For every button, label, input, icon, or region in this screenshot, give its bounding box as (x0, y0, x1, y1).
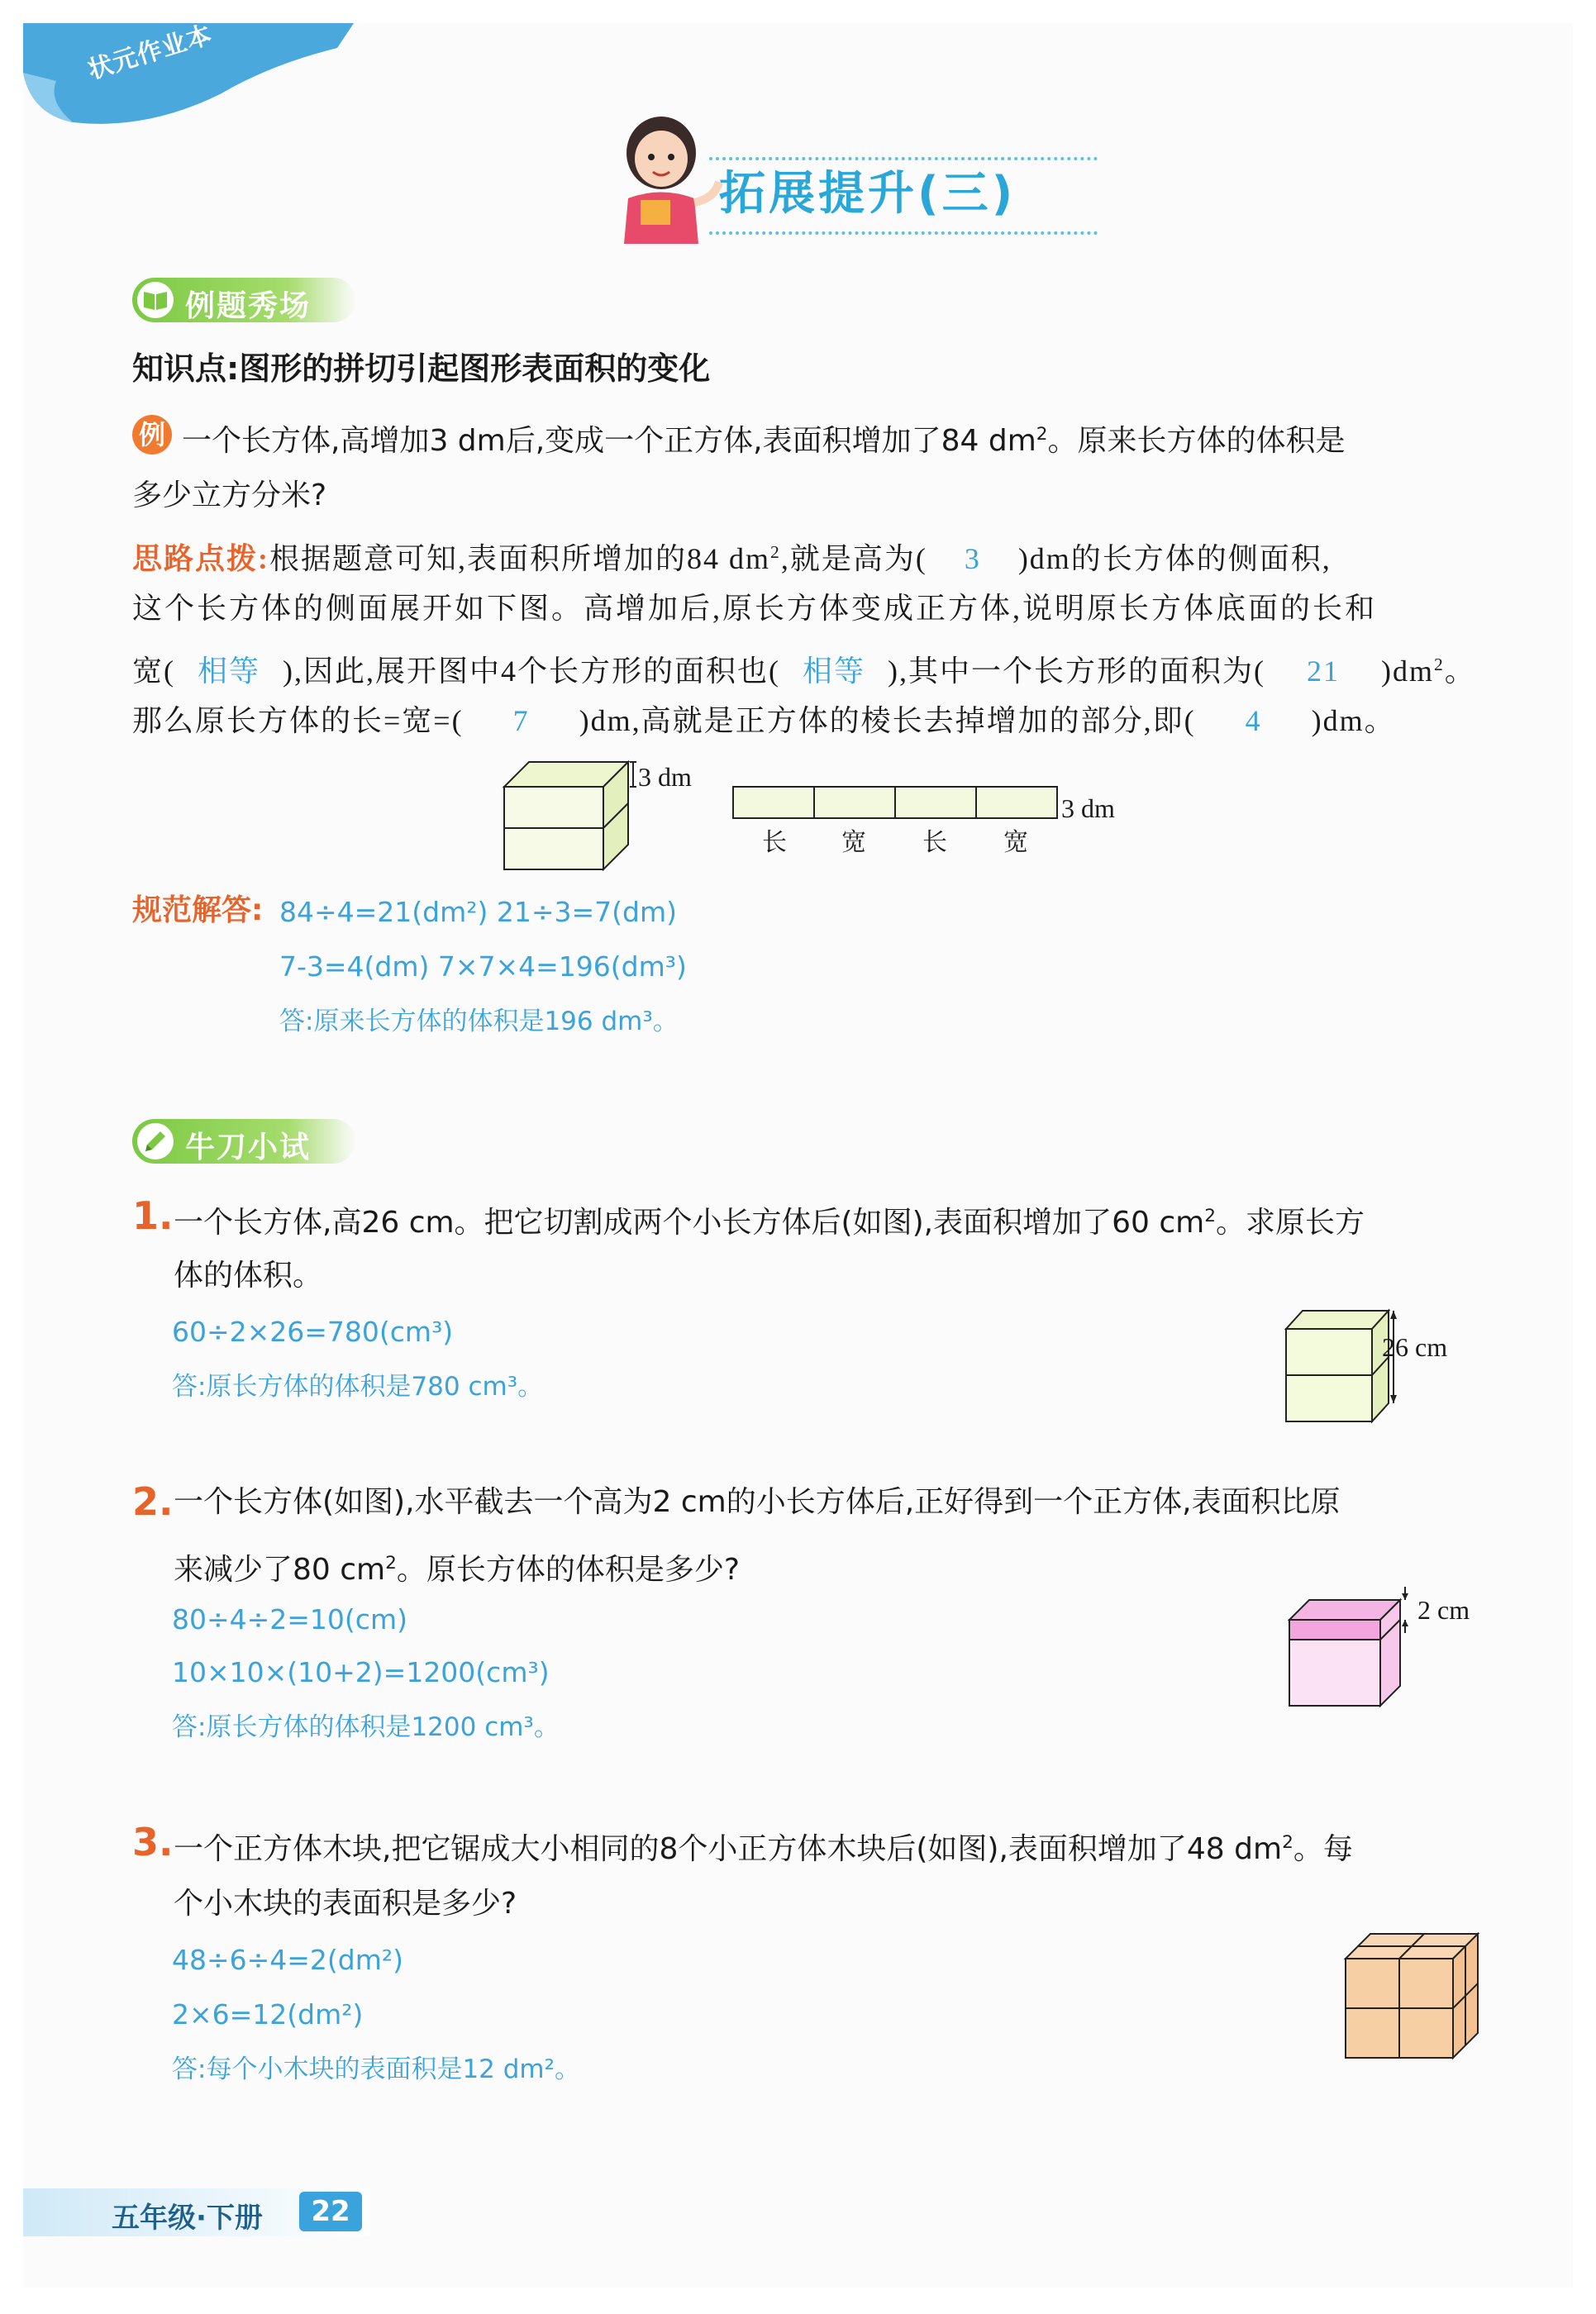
example-badge: 例 (132, 415, 172, 455)
hint-line2: 这个长方体的侧面展开如下图。高增加后,原长方体变成正方体,说明原长方体底面的长和 (132, 592, 1378, 625)
strip-label-2: 宽 (841, 829, 866, 856)
problem-1-figure-label: 26 cm (1382, 1332, 1448, 1362)
problem-1-figure (1281, 1296, 1397, 1428)
strip-label-1: 长 (762, 829, 787, 856)
problem-1-line2: 体的体积。 (174, 1259, 323, 1293)
problem-3-work-1: 48÷6÷4=2(dm²) (172, 1944, 404, 1976)
title-line-bottom (709, 231, 1098, 235)
problem-1-number: 1. (132, 1193, 174, 1238)
solution-line1: 84÷4=21(dm²) 21÷3=7(dm) (279, 896, 677, 928)
solution-label: 规范解答: (132, 893, 264, 927)
practice-banner-label: 牛刀小试 (185, 1131, 312, 1164)
problem-2-line1: 一个长方体(如图),水平截去一个高为2 cm的小长方体后,正好得到一个正方体,表面积比原 (174, 1485, 1341, 1519)
hint-line3: 宽( 相等 ),因此,展开图中4个长方形的面积也( 相等 ),其中一个长方形的面积为( 21 )$dm^2$。 (132, 655, 1476, 688)
example-strip-label: 3 dm (1061, 793, 1115, 823)
problem-2-figure (1281, 1587, 1413, 1727)
problem-3-answer: 答:每个小木块的表面积是12 dm²。 (172, 2055, 581, 2084)
footer-grade: 五年级·下册 (112, 2202, 263, 2235)
practice-banner (132, 1119, 355, 1164)
problem-3-figure (1339, 1926, 1484, 2066)
teacher-mascot-icon (603, 107, 727, 248)
example-banner-label: 例题秀场 (185, 289, 312, 323)
example-problem-line2: 多少立方分米? (132, 479, 327, 512)
solution-answer: 答:原来长方体的体积是196 dm³。 (279, 1007, 679, 1036)
problem-1-answer: 答:原长方体的体积是780 cm³。 (172, 1372, 544, 1402)
problem-3-line1: 一个正方体木块,把它锯成大小相同的8个小正方体木块后(如图),表面积增加了48 $dm^2$。每 (174, 1832, 1353, 1866)
hint-line4: 那么原长方体的长=宽=( 7 )dm,高就是正方体的棱长去掉增加的部分,即( 4 )dm。 (132, 704, 1396, 737)
solution-line2: 7-3=4(dm) 7×7×4=196(dm³) (279, 950, 687, 983)
series-label: 状元作业本 (84, 20, 216, 86)
problem-1-line1: 一个长方体,高26 cm。把它切割成两个小长方体后(如图),表面积增加了60 $cm^2$。求原长方 (174, 1206, 1365, 1240)
title-block (603, 107, 1099, 273)
problem-1-work-1: 60÷2×26=780(cm³) (172, 1316, 454, 1348)
page-title: 拓展提升(三) (719, 167, 1017, 221)
example-banner (132, 278, 355, 322)
problem-2-number: 2. (132, 1479, 174, 1524)
problem-3-number: 3. (132, 1820, 174, 1864)
example-cube-label: 3 dm (638, 762, 692, 792)
problem-2-work-2: 10×10×(10+2)=1200(cm³) (172, 1656, 550, 1688)
problem-2-work-1: 80÷4÷2=10(cm) (172, 1603, 407, 1636)
strip-label-3: 长 (922, 829, 947, 856)
problem-2-answer: 答:原长方体的体积是1200 cm³。 (172, 1712, 560, 1742)
problem-2-line2: 来减少了80 $cm^2$。原长方体的体积是多少? (174, 1553, 740, 1587)
example-problem-line1: 一个长方体,高增加3 dm后,变成一个正方体,表面积增加了84 $dm^2$。原来长方体的体积是 (182, 424, 1346, 458)
problem-2-figure-label: 2 cm (1417, 1595, 1470, 1625)
problem-3-line2: 个小木块的表面积是多少? (174, 1887, 517, 1921)
hint-line1: 思路点拨:根据题意可知,表面积所增加的84 $dm^2$,就是高为( 3 )dm的长方体的侧面积, (132, 542, 1332, 575)
problem-3-work-2: 2×6=12(dm²) (172, 1998, 364, 2031)
page-number: 22 (299, 2192, 362, 2231)
pencil-icon (137, 1123, 174, 1159)
book-icon (137, 282, 174, 318)
knowledge-point: 知识点:图形的拼切引起图形表面积的变化 (132, 350, 711, 387)
strip-label-4: 宽 (1003, 829, 1028, 856)
